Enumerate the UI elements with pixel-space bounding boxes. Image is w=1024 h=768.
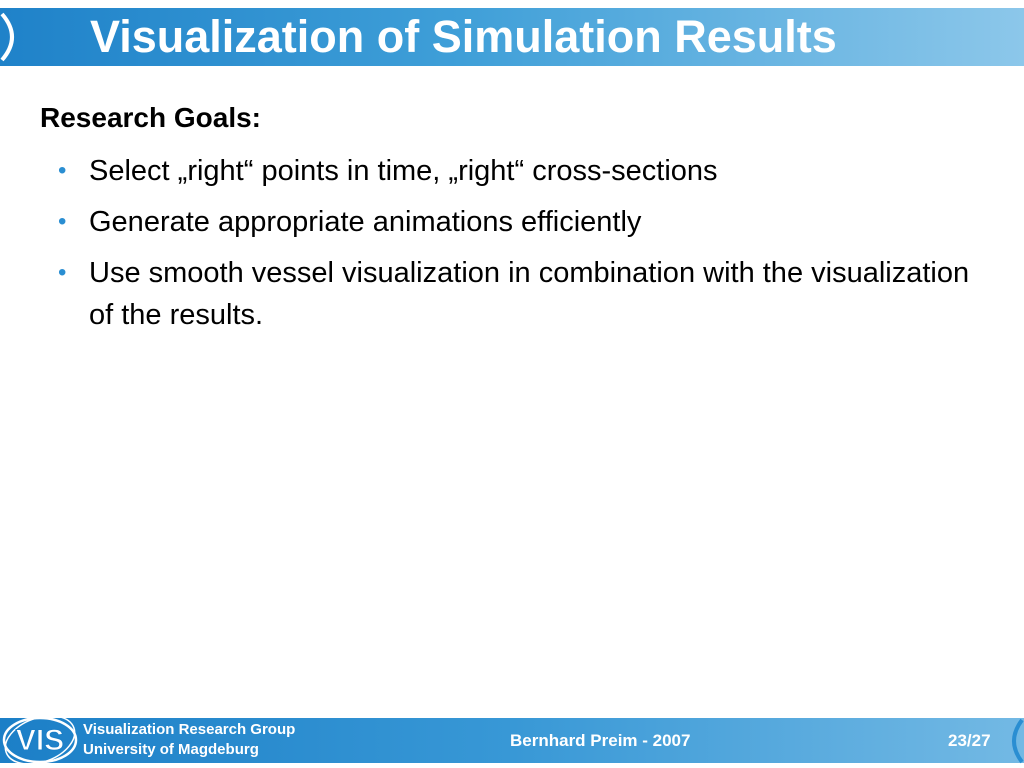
bullet-icon: • xyxy=(58,208,67,235)
footer-group-line1: Visualization Research Group xyxy=(83,721,296,738)
list-item xyxy=(40,150,990,192)
section-heading: Research Goals: xyxy=(40,102,261,133)
footer-group-line2: University of Magdeburg xyxy=(83,741,259,758)
slide-content xyxy=(40,102,990,345)
page-number: 23/27 xyxy=(948,731,991,750)
slide-title: Visualization of Simulation Results xyxy=(90,11,837,62)
list-item-text: Select „right“ points in time, „right“ cross-sections xyxy=(89,155,718,187)
list-item-text: Use smooth vessel visualization in combination with the visualization of the results. xyxy=(89,257,970,331)
list-item xyxy=(40,201,990,243)
footer-group-name xyxy=(83,720,295,760)
title-bracket-icon xyxy=(0,8,40,66)
footer-bracket-icon xyxy=(1004,714,1024,768)
logo-text: VIS xyxy=(15,724,65,757)
title-bar xyxy=(0,8,1024,66)
list-item-text: Generate appropriate animations efficiently xyxy=(89,206,642,238)
footer-author: Bernhard Preim - 2007 xyxy=(510,731,691,750)
bullet-icon: • xyxy=(58,157,67,184)
bullet-list xyxy=(40,150,990,336)
bullet-icon: • xyxy=(58,259,67,286)
vis-logo-icon xyxy=(0,712,80,768)
list-item xyxy=(40,252,990,336)
